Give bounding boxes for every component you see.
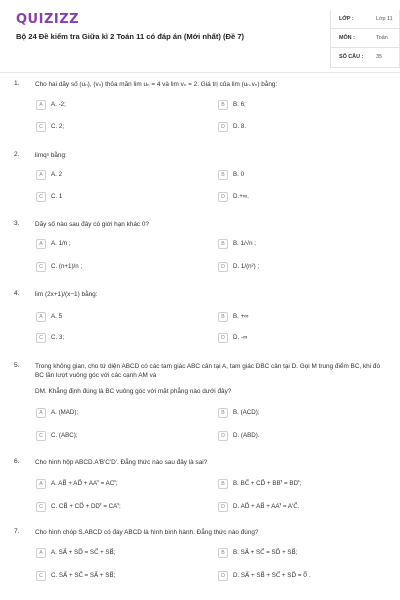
option-label: D. -∞: [233, 334, 248, 341]
option-label: B. BC⃗ + CD⃗ + BB'⃗ = BD'⃗;: [233, 480, 302, 487]
question-number: 4.: [14, 290, 20, 297]
option-letter: D: [218, 431, 228, 441]
question-text: Dãy số nào sau đây có giới hạn khác 0?: [35, 221, 149, 228]
option-letter: D: [218, 333, 228, 343]
option-letter: B: [218, 312, 228, 322]
option-letter: D: [218, 262, 228, 272]
info-value: Toán: [376, 35, 388, 41]
option-letter: C: [36, 431, 46, 441]
option-label: C. (n+1)/n ;: [51, 263, 83, 270]
option-letter: A: [36, 548, 46, 558]
option-label: D.+∞.: [233, 193, 249, 200]
option-letter: D: [218, 571, 228, 581]
option-letter: D: [218, 502, 228, 512]
question-text-continued: DM. Khẳng định đúng là BC vuông góc với mặt phẳng nào dưới đây?: [35, 388, 232, 395]
option-letter: A: [36, 408, 46, 418]
option-letter: A: [36, 312, 46, 322]
option-letter: C: [36, 262, 46, 272]
question-number: 6.: [14, 458, 20, 465]
question-number: 1.: [14, 80, 20, 87]
option-label: D. SA⃗ + SB⃗ + SC⃗ + SD⃗ = 0⃗ .: [233, 572, 311, 579]
info-key: SỐ CÂU :: [339, 54, 364, 60]
question-text: lim (2x+1)/(x−1) bằng:: [35, 291, 98, 298]
option-label: A. (MAD);: [51, 409, 79, 416]
option-label: B. SA⃗ + SC⃗ = SD⃗ + SB⃗;: [233, 549, 298, 556]
option-label: B. 0: [233, 171, 245, 178]
option-letter: B: [218, 239, 228, 249]
option-letter: C: [36, 502, 46, 512]
option-label: B. 1/√n ;: [233, 240, 257, 247]
info-key: MÔN :: [339, 35, 355, 41]
option-label: A. AB⃗ + AD⃗ + AA'⃗ = AC'⃗;: [51, 480, 118, 487]
option-label: D. 8.: [233, 123, 247, 130]
option-label: C. SA⃗ + SC⃗ = SA⃗ + SB⃗;: [51, 572, 116, 579]
worksheet-header: [10, 10, 392, 68]
option-letter: A: [36, 239, 46, 249]
question-number: 5.: [14, 362, 20, 369]
option-letter: B: [218, 548, 228, 558]
option-label: C. (ABC);: [51, 432, 78, 439]
option-label: D. (ABD).: [233, 432, 260, 439]
info-value: Lớp 11: [376, 16, 393, 22]
question-text: Cho hai dãy số (uₙ), (vₙ) thỏa mãn lim uₙ = 4 và lim vₙ = 2. Giá trị của lim (uₙ.vₙ) bằng:: [35, 81, 278, 88]
question-text: Trong không gian, cho tứ diện ABCD có các tam giác ABC cân tại A, tam giác DBC cân tại D. Gọi M trung điểm BC, khi đó BC lần lượt vuông góc với các cạnh AM và: [35, 363, 381, 380]
option-label: A. 2: [51, 171, 63, 178]
option-letter: A: [36, 479, 46, 489]
option-label: B. 6;: [233, 101, 246, 108]
info-value: 35: [376, 54, 382, 60]
option-letter: A: [36, 170, 46, 180]
header-divider: [0, 72, 400, 73]
option-letter: B: [218, 408, 228, 418]
question-text: Cho hình hộp ABCD.A'B'C'D'. Đẳng thức nào sau đây là sai?: [35, 459, 208, 466]
option-label: C. CB⃗ + CD⃗ + DD'⃗ = CA'⃗;: [51, 503, 121, 510]
question-text: limqⁿ bằng:: [35, 152, 67, 159]
option-label: C. 2;: [51, 123, 65, 130]
option-label: C. 1: [51, 193, 63, 200]
option-label: A. 1/n ;: [51, 240, 71, 247]
info-row-subject: [331, 29, 399, 46]
option-label: B. +∞: [233, 313, 249, 320]
page-title: Bộ 24 Đề kiểm tra Giữa kì 2 Toán 11 có đáp án (Mới nhất) (Đề 7): [16, 32, 245, 41]
option-label: D. 1/(n²) ;: [233, 263, 260, 270]
option-label: A. 5: [51, 313, 63, 320]
option-letter: C: [36, 192, 46, 202]
info-key: LỚP :: [339, 16, 354, 22]
info-box: [330, 10, 400, 68]
quizizz-logo: QUIZIZZ: [16, 12, 80, 27]
option-letter: C: [36, 122, 46, 132]
option-label: A. -2;: [51, 101, 66, 108]
option-letter: D: [218, 122, 228, 132]
option-label: D. AD⃗ + AB⃗ + AA'⃗ = A'C⃗.: [233, 503, 300, 510]
question-number: 3.: [14, 220, 20, 227]
question-text: Cho hình chóp S.ABCD có đáy ABCD là hình bình hành. Đẳng thức nào đúng?: [35, 529, 259, 536]
option-letter: B: [218, 170, 228, 180]
info-row-class: [331, 10, 399, 27]
option-label: A. SA⃗ + SD⃗ = SC⃗ + SB⃗;: [51, 549, 116, 556]
info-row-count: [331, 48, 399, 65]
option-letter: C: [36, 571, 46, 581]
option-letter: A: [36, 100, 46, 110]
option-letter: B: [218, 479, 228, 489]
option-letter: B: [218, 100, 228, 110]
question-number: 7.: [14, 528, 20, 535]
question-number: 2.: [14, 151, 20, 158]
option-letter: C: [36, 333, 46, 343]
option-label: C. 3;: [51, 334, 65, 341]
option-label: B. (ACD);: [233, 409, 260, 416]
option-letter: D: [218, 192, 228, 202]
